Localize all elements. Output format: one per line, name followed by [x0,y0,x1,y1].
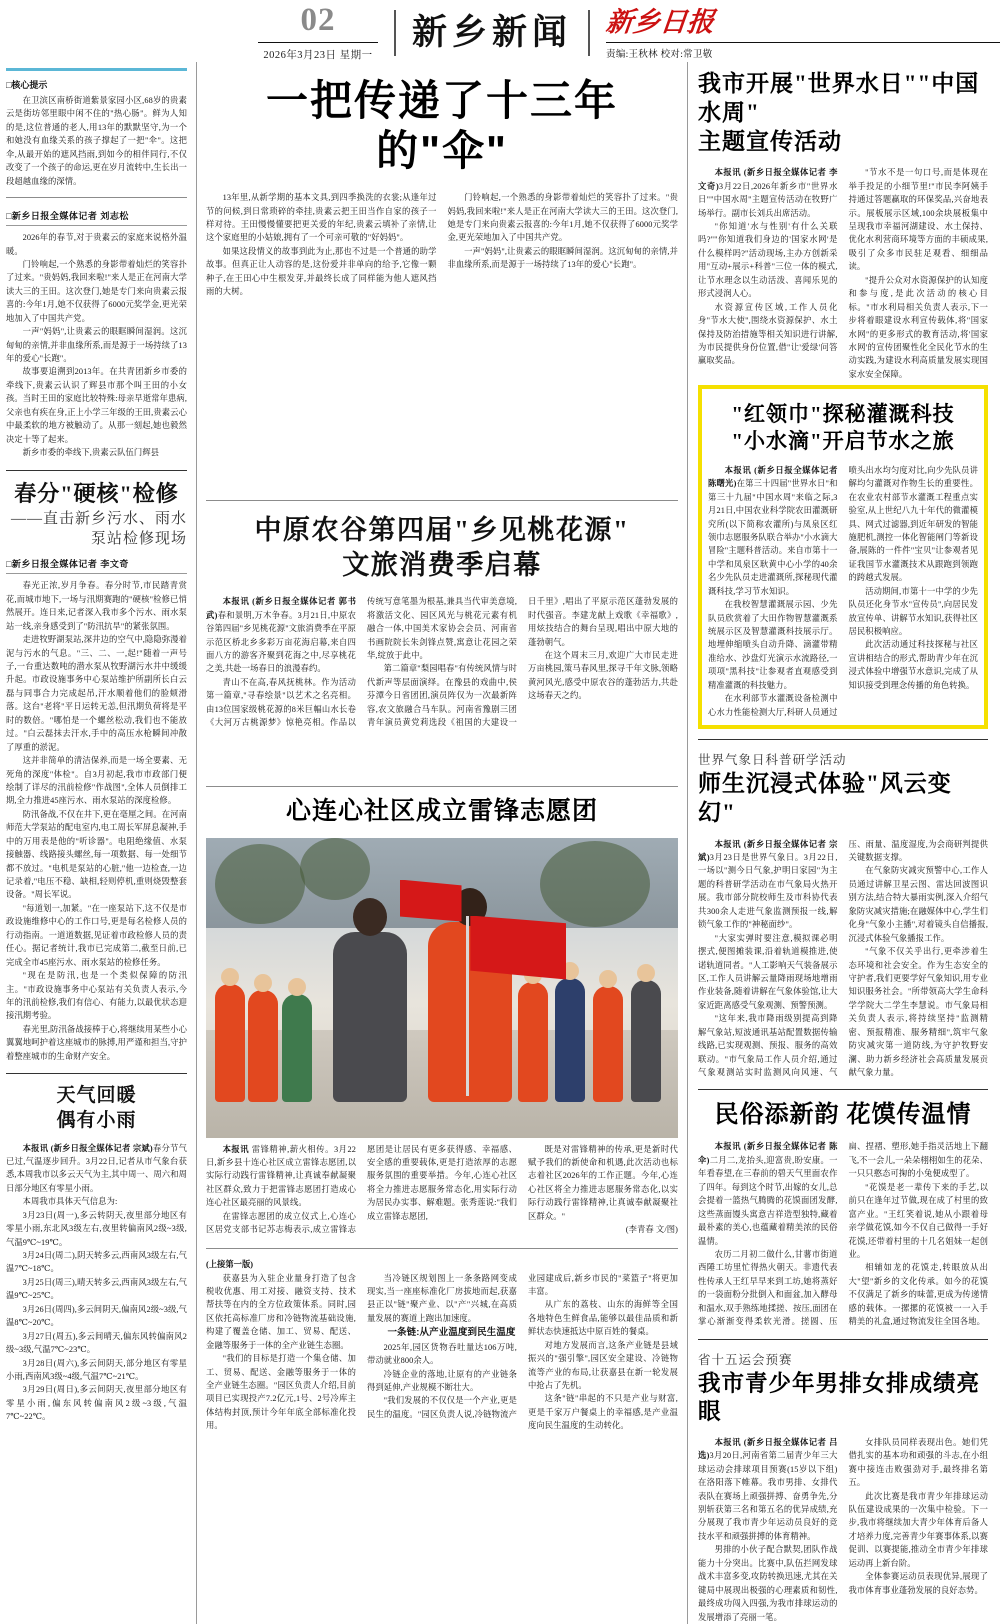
rule-before-weathersci [698,739,988,740]
weather-headline-line1: 天气回暖 [56,1085,137,1107]
paragraph [708,464,838,598]
paragraph: 此次比赛是我市青少年排球运动队伍建设成果的一次集中检验。下一步,我市将继续加大青少年体育后备人才培养力度,完善青少年赛事体系,以赛促训、以赛提能,推动全市青少年排球运动再上新台阶。 [848,1491,988,1568]
paragraph: 冷链企业的落地,让原有的产业链条得到延伸,产业规模不断壮大。 [367,1369,517,1392]
photo-person-head [254,974,272,992]
waterday-byline: 本报讯 (新乡日报全媒体记者 李文奇) [698,168,838,191]
weathersci-kicker: 世界气象日科普研学活动 [698,753,847,768]
weathersci-headline: 师生沉浸式体验"风云变幻" [698,771,952,825]
paragraph: 既是对雷锋精神的传承,更是新时代赋予我们的新使命和机遇,此次活动也标志着社区2026年的工作正题。今年,心连心社区将全力推进志愿服务常态化,以实际行动践行雷锋精神,让真诚奉献凝聚社区群众。" [528,1144,678,1221]
paragraph: 在这个周末三月,欢迎广大市民走进万亩桃园,策马春风里,探寻千年文脉,领略黄河风光,感受中原农谷的蓬勃活力,共赴这场春天之约。 [528,651,678,701]
taohua-headline [206,513,678,583]
weather-headline [6,1084,187,1133]
left-column [6,62,196,1624]
folk-byline: 本报讯 (新乡日报全媒体记者 陈伞) [698,1142,838,1165]
paragraph: 门铃响起,一个熟悉的身影带着灿烂的笑容扑了过来。"贵妈妈,我回来啦!"来人是正在河南大学读大三的王田。这次登门,她是专门来向贵素云报喜的:今年1月,她不仅获得了6000元奖学金,更光荣地加入了中国共产党。 [6,259,187,323]
newspaper-logo: 新乡日报 [604,7,716,37]
forecast-item: 3月23日(周一),多云转阴天,夜里部分地区有零星小雨,东北风3级左右,夜里转偏南风2级~3级,气温9℃~19℃。 [6,1210,187,1247]
paragraph [698,166,838,220]
paragraph: 在水利部节水灌溉设备检测中心水力性能检测大厅,科研人员通过喷头出水均匀度对比,向少先队员讲解均匀灌溉对作物生长的重要性。在农业农村部节水灌溉工程重点实验室,从上世纪八九十年代的微灌模具、网式过滤器,到近年研发的智能施肥机,测控一体化智能闸门等新设备,展陈的一件件"宝贝"让参观者见证我国节水灌溉技术从跟跑到领跑的跨越式发展。 [708,465,978,717]
photo-person-head [353,898,387,936]
photo-person [215,984,245,1102]
rule-before-taohua [206,500,678,501]
paragraph: 当冷链区规划图上一条条路网变成现实,当一座座标准化厂房拔地而起,获嘉县正以"链"聚产业、以"产"兴城,在高质量发展的赛道上跑出加速度。 [367,1273,517,1323]
forecast-item: 3月26日(周四),多云间阴天,偏南风2级~3级,气温8℃~20℃。 [6,1304,187,1328]
paragraph: 新乡市委的牵线下,贵素云队伍门辉县 [22,448,160,458]
paragraph [206,595,356,676]
photo-crowd [206,916,678,1102]
section-title: 新乡新闻 [412,13,573,52]
middle-column [196,62,688,1624]
paragraph: 故事要追溯到2013年。在共青团新乡市委的牵线下,贵素云认识了辉县市那个叫王田的小女孩。当时王田的家庭比较特殊:母亲早逝常年患病,父亲也有疾在身,正上小学三年级的王田,贵素云心中最柔软的地方被触动了。从那一刻起,她也毅然决定十等了起来。 [6,367,187,444]
paragraph: 在气象防灾减灾预警中心,工作人员通过讲解卫星云图、雷达回波图识别方法,结合特大暴雨实例,深入介绍气象防灾减灾措施;在融媒体中心,学生们化身"气象小主播",对着镜头自信播报,沉浸式体验气象播报工作。 [848,866,988,943]
paragraph: 相辅如龙的花馍走,转眼放从出大"望"新乡的文化传承。如今的花馍不仅满足了新乡的味蕾,更成为传递情感的载体。一摞摞的花馍被一一入手精美的礼盒,通过物流发往全国各地。 [848,1263,988,1327]
photo-person-grey-jacket [333,932,407,1102]
article2-body [6,579,187,1063]
photo-person [593,986,623,1102]
paragraph [206,1143,356,1210]
forecast-item: 3月27日(周五),多云间晴天,偏东风转偏南风2级~3级,气温7℃~23℃。 [6,1331,187,1355]
waterday-headline-line1: 我市开展"世界水日""中国水周" [698,71,980,125]
photo-tree [300,838,370,900]
photo-red-flag-small [400,880,462,922]
photo-tree [215,844,305,924]
article1-byline: □新乡日报全媒体记者 刘志松 [6,207,187,226]
highlight-p0: 在第三十四届"世界水日"和第三十九届"中国水周"来临之际,3月21日,中国农业科学院农田灌溉研究所(以下简称农灌所)与凤泉区红领巾志愿服务队联合举办"小水滴大冒险"主题科普活动。来自市第十一中学和凤泉区耿黄中心小学的40余名少先队员走进灌溉所,探秘现代灌溉科技,学习节水知识。 [708,479,838,596]
paragraph: 13年里,从新学期的基本文具,到四季换洗的衣裳;从逢年过节的问候,到日常琐碎的牵挂,贵素云把王田当作自家的孩子一样对待。王田慢慢懂要把更关爱的年纪,贵素云填补了亲情,让这个家庭里的小姑娘,拥有了一个可亲可敬的"好妈妈"。 [206,193,437,243]
forecast-item: 3月25日(周三),晴天转多云,西南风3级左右,气温9℃~25℃。 [6,1277,187,1301]
main-headline: 一把传递了十三年的"伞" [265,77,618,174]
paragraph: 春光里,防汛备战接棒于心,将继续用某些小心翼翼地呵护着这座城市的脉搏,用严谨和担当,守护着整座城市的生命财产安全。 [6,1024,187,1061]
bottom-subsection-title: 一条链:从产业温度到民生温度 [387,1327,516,1339]
paragraph: "大家实弹时要注意,模拟课必明摆式,便图摊装课,沿着轨道模推进,使诺轨道同者。"人工影响天气装备展示区,工作人员讲解云量降雨现场地增雨作业装备,随着讲解在气象体验馆,让大家近距离感受气象观测、预警预测。 [698,933,838,1010]
photo-person [518,982,548,1102]
photo-person-head [599,970,617,988]
photo-tree [540,841,650,927]
rule-before-article2 [6,470,187,471]
paragraph: 在我校智慧灌溉展示园、少先队员欣赏着了大田作物智慧灌溉系统展示区及智慧灌溉科技展示厅。地埋伸缩喷头自动升降、滴灌带精准给水、沙盘灯光演示水流路径,一项项"黑科技"让参观者直观感受到精准灌溉的科技魅力。 [708,600,838,690]
paragraph: "气象不仅关乎出行,更牵涉着生态环境和社会安全。作为生态安全的守护者,我们更要学好气象知识,用专业知识服务社会。"所带领高大学生命科学学院大二学生李慧说。市气象局相关负责人表示,将持续坚持"监测精密、预报精准、服务精细",筑牢气象防灾减灾第一道防线,为守护牧野安澜、助力新乡经济社会高质量发展贡献气象力量。 [848,947,988,1077]
photo-flagpole [466,916,469,1096]
paragraph: 活动期间,市第十一中学的少先队员还化身节水"宣传员",向居民发放宣传单、讲解节水知识,获得社区居民积极响应。 [848,586,978,636]
core-tip-label: □核心提示 [6,80,48,90]
sports-body [698,1436,988,1624]
folk-body [698,1140,988,1328]
paragraph [6,1142,187,1196]
leifeng-caption-text: 雷锋精神,薪火相传。3月22日,新乡县十连心社区成立雷锋志愿团,以实际行动践行雷锋精神,让真诚奉献凝聚社区群众,致力于把雷锋志愿团打造成心连心社区最亮丽的风景线。 [206,1144,356,1208]
paragraph [698,1140,838,1248]
rule-before-weather [6,1073,187,1074]
taohua-headline-line2: 文旅消费季启幕 [342,550,542,581]
highlighted-article-box[interactable] [698,385,988,729]
photo-person [555,978,585,1102]
masthead [0,0,1000,62]
photo-red-flag [470,916,566,980]
taohua-p0: 春和景明,万木争春。3月21日,中原农谷第四届"乡见桃花源"文旅消费季在平原示范区桥北乡多彩万亩花海启幕,来自四面八方的游客齐聚到花海之中,尽享桃花之美,共赴一场春日的浪漫春约。 [206,610,356,674]
paragraph: 此次活动通过科技探秘与社区宣讲相结合的形式,帮助青少年在沉浸式体验中增强节水意识,完成了从知识接受到理念传播的角色转换。 [848,640,978,690]
forecast-item: 3月24日(周二),阴天转多云,西南风3级左右,气温7℃~18℃。 [6,1251,187,1274]
paragraph: 如果这段情义的故事到此为止,那也不过是一个普通的助学故事。但真正让人动容的是,这份爱并非单向的给予,它像一颗种子,在王田心中生根发芽,并最终长成了同样能为他人遮风挡雨的大树。 [206,246,437,297]
forecast-item: 3月29日(周日),多云间阴天,夜里部分地区有零星小雨,偏东风转偏南风2级~3级,气温7℃~22℃。 [6,1385,187,1422]
waterday-headline-line2: 主题宣传活动 [698,128,842,154]
weather-intro: 春分节气已过,气温逐步回升。3月22日,记者从市气象台获悉,本周我市以多云天气为主,其中周一、周六和周日部分地区有零星小雨。 [6,1143,187,1193]
paragraph: 从广东的荔枝、山东的海鲜等全国各地特色生鲜食品,能够以最佳品质和新鲜状态快速抵达中原百姓的餐桌。 [528,1300,678,1337]
paragraph: 第二篇章"梨园唱春"有传统风情与时代新声等层面演绎。在豫县的戏曲中,侯芬潭今日省团团,演员阵仅为一次最新阵容,农文旅融合马车队。河南省豫剧三团青年演员黄党莉选段《祖国的大建设一日千里》,唱出了平原示范区蓬勃发展的时代强音。李建龙献上戏歌《幸福歌》,用炫技结合的舞台呈现,唱出中原大地的蓬勃朝气。 [367,597,678,728]
paragraph: 青山不在高,春风抚桃林。作为活动第一篇章,"寻春绘景"以艺术之名亮相。由13位国家级桃花源的8米巨幅山水长卷《大河万古桃源梦》惊艳亮相。作品以传统写意笔墨为根基,兼具当代审美意境,将激活文化、园区风光与桃花元素有机融合一体,中国美术家协会会员、河南省书画院院长朱剑锋点赞,寓意让花园之荣华,绽放于此中。 [206,597,517,728]
weather-byline: 本报讯 (新乡日报全媒体记者 宗斌) [22,1143,153,1153]
highlight-headline-line1: "红领巾"探秘灌溉科技 [731,402,955,427]
paragraph: 防汛备战,不仅在井下,更在毫厘之间。在河南师范大学泵站的配电室内,电工周长军屏息凝神,手中的万用表是他的"听诊器"。电阻绝缘值、水泵接触器、线路接头螺丝,每一项数据、每一处细节都不放过。"电机是泵站的心脏,"他一边检查,一边记录着,"电压不稳、缺相,轻则停机,重则烧毁整套设备。"周长军说。 [6,809,187,900]
paragraph: 本周我市具体天气信息为: [22,1197,118,1207]
leifeng-photo [206,838,678,1138]
weather-headline-line2: 偶有小雨 [56,1109,137,1131]
paragraph [698,1436,838,1544]
photo-person-head [637,964,655,982]
paragraph: "这年来,我市降雨级别提高到降解气象站,短波通讯基站配置数据传输线路,已实现观测、预报、服务的高效联动。"市气象局工作人员介绍,通过气象观测站实时监测风向风速、气压、雨量、温度湿度,为会商研判提供关键数据支撑。 [698,839,988,1077]
rule-after-core-tip [6,197,187,198]
continued-from-note: (上接第一版) [206,1259,254,1269]
article1-body [6,231,187,459]
paragraph: 获嘉县为入驻企业量身打造了包含税收优惠、用工对接、融资支持、技术帮扶等在内的全方位政策体系。同时,园区依托高标准厂房和冷链物流基础设施,构建了覆盖仓储、加工、贸易、配送、金融等服务于一体的全产业链生态圈。 [206,1273,356,1350]
article2-byline: □新乡日报全媒体记者 李文奇 [6,555,187,574]
page-number-box [258,4,378,62]
waterday-headline [698,70,988,156]
paragraph: "每道划一,加紧。"在一座泵站下,这不仅是市政设施维修中心的工作口号,更是每名检修人员的行动指南。一道道数据,见证着市政检修人员的责任心。据记者统计,我市已完成第二,截至日前,已完成全市45座污水、雨水泵站的检修任务。 [6,903,187,967]
rule-before-sports [698,1339,988,1340]
highlight-body [708,464,978,719]
taohua-body [206,595,678,777]
paragraph: "节水不是一句口号,而是体现在举手投足的小细节里!"市民李阿姨手持通过答题赢取的环保奖品,兴奋地表示。展板展示区域,100余块展板集中呈现我市幸福河湖建设、水土保持、优化水利营商环境等方面的丰硕成果,吸引了众多市民驻足观看、细细品读。 [848,168,988,272]
sports-p0: 3月20日,河南省第二届青少年三大球运动会排球项目预赛(15岁以下组)在洛阳落下帷幕。我市男排、女排代表队在赛场上顽强拼搏、奋勇争先,分别斩获第三名和第五名的优异成绩,充分展现了我市青少年运动员良好的竞技水平和顽强拼搏的体育精神。 [698,1451,838,1541]
issue-date: 2026年3月23日 星期一 [258,42,378,62]
forecast-item: 3月28日(周六),多云间阴天,部分地区有零星小雨,西南风3级~4级,气温7℃~21℃。 [6,1358,187,1381]
article2-headline: 春分"硬核"检修 [14,480,179,506]
photo-person [282,994,312,1102]
core-tip-paragraph: 在卫滨区南桥街道紫景家园小区,68岁的贵素云是街坊邻里眼中闲不住的"热心肠"。鲜为人知的是,这位普通的老人,用13年的默默坚守,为一个和她没有血缘关系的孩子撑起了一把"伞"。这把伞,从最开始的遮风挡雨,到如今的相伴同行,不仅改变了一个孩子的命运,更在岁月流转中,生长出一段超越血缘的深情。 [6,96,187,186]
weathersci-byline: 本报讯 (新乡日报全媒体记者 宗斌) [698,839,838,862]
folk-headline: 民俗添新韵 花馍传温情 [714,1102,972,1129]
highlight-headline [708,401,978,454]
leifeng-caption-body [206,1143,678,1239]
editor-credit: 责编:王秋林 校对:常卫敬 [606,42,1000,60]
paragraph: 春光正浓,岁月争春。春分时节,市民踏青赏花,而城市地下,一场与汛期赛跑的"硬核"检修已悄然展开。连日来,记者深入我市多个污水、雨水泵站一线,亲身感受到了"防汛抗旱"的紧张氛围。 [6,581,187,631]
leifeng-caption-lead: 本报讯 [222,1144,250,1154]
bottom-article-body [206,1272,678,1433]
masthead-divider-2 [588,10,590,56]
main-article-body [206,191,678,491]
right-column [688,62,988,1624]
paragraph [698,838,838,932]
paragraph: 这并非简单的清洁保养,而是一场全要素、无死角的深度"体检"。自3月初起,我市市政部门便绘制了详尽的汛前检修"作战图",全体人员倒排工期,全力推进45座污水、雨水泵站的深度检修。 [6,756,187,806]
paragraph: "花馍是老一辈传下来的手艺,以前只在逢年过节做,现在成了村里的致富产业。"王红笑着说,她从小跟着母亲学做花馍,如今不仅自己做得一手好花馍,还带着村里的十几名姐妹一起创业。 [848,1182,988,1259]
photo-person [248,990,278,1102]
leifeng-headline: 心连心社区成立雷锋志愿团 [285,798,598,826]
rule-before-folk [698,1089,988,1090]
paragraph: 一声"妈妈",让贵素云的眼眶瞬间湿润。这沉甸甸的亲情,并非血缘所系,而是源于一场持续了13年的爱心"长跑"。 [447,246,678,270]
weathersci-body [698,838,988,1080]
paragraph: 这条"链"串起的不只是产业与财富,更是千家万户餐桌上的幸福感,是产业温度向民生温度的生动转化。 [528,1394,678,1431]
paragraph: 全体参赛运动员表现优异,展现了我市体育事业蓬勃发展的良好态势。 [848,1572,988,1595]
rule-before-bottom [206,1248,678,1249]
paragraph: "提升公众对水资源保护的认知度和参与度,是此次活动的核心目标。"市水利局相关负责人表示,下一步将着眼建设水利宣传载体,将"国家水网"的更多形式的教育活动,将'国家水网'的宣传团聚性化全民化节水的生动实践,为建设水利高质量发展实现国家水安全保障。 [848,275,988,379]
sports-byline: 本报讯 (新乡日报全媒体记者 吕选) [698,1437,838,1461]
paragraph: "现在是防汛,也是一个类似保障的防汛主。"市政设施事务中心泵站有关负责人表示,今年的汛前检修,我们有信心、有能力,以最优状态迎接汛期考验。 [6,971,187,1021]
waterday-p0: 3月22日,2026年新乡市"世界水日""中国水周"主题宣传活动在牧野广场举行。副市长刘兵出席活动。 [698,181,838,218]
weathersci-p0: 3月23日是世界气象日。3月22日,一场以"测今日气象,护明日家园"为主题的科普研学活动在市气象局火热开展。我市部分院校师生及市科协代表共300余人走进气象监测预报一线,解锁气象工作的"神秘面纱"。 [698,853,838,930]
paragraph: "我们发展的不仅仅是一个产业,更是民生的温度。"园区负责人说,冷链物流产业园建成后,新乡市民的"菜篮子"将更加丰富。 [367,1273,678,1419]
page-grid [0,62,1000,1624]
rule-before-leifeng [206,786,678,787]
taohua-byline: 本报讯 (新乡日报全媒体记者 郭书武) [206,597,356,620]
leifeng-photo-credit: (李青春 文/图) [625,1225,678,1235]
waterday-body [698,166,988,381]
paragraph: 对地方发展而言,这条产业链是县域振兴的"强引擎",园区安全建设、冷链物流等产业的布局,让获嘉县在新一轮发展中抢占了先机。 [528,1340,678,1391]
photo-person-head [288,978,306,996]
taohua-headline-line1: 中原农谷第四届"乡见桃花源" [254,515,630,546]
paragraph: 男排的小伙子配合默契,团队作战能力十分突出。比赛中,队伍拦网发球战术丰富多变,攻防转换迅速,尤其在关键局中展现出极强的心理素质和韧性,最终成功闯入四强,为我市排球运动的发展增添了亮丽一笔。 [698,1545,838,1622]
highlight-headline-line2: "小水滴"开启节水之旅 [731,428,955,453]
sports-kicker: 省十五运会预赛 [698,1352,793,1367]
masthead-divider-1 [394,10,396,56]
paragraph: 女排队员同样表现出色。她们凭借扎实的基本功和顽强的斗志,在小组赛中接连击败强劲对手,最终排名第五。 [848,1437,988,1488]
leifeng-photo-wrap [206,838,678,1138]
photo-person [631,980,661,1102]
paragraph: 在雷锋志愿团的成立仪式上,心连心区居党支部书记苏志梅表示,成立雷锋志愿团是让居民有更多获得感、幸福感、安全感的重要载体,更是打造浓厚的志愿服务氛围的重要举措。今年,心连心社区将全力推进志愿服务常态化,用实际行动为居民办实事、解难题。张秀莲说:"我们成立雷锋志愿团, [206,1144,517,1235]
paragraph: 门铃响起,一个熟悉的身影带着灿烂的笑容扑了过来。"贵妈妈,我回来啦!"来人是正在河南大学读大三的王田。这次登门,她是专门来向贵素云报喜的:今年1月,她不仅获得了6000元奖学金,更光荣地加入了中国共产党。 [447,193,678,243]
paragraph: 一声"妈妈",让贵素云的眼眶瞬间湿润。这沉甸甸的亲情,并非血缘所系,而是源于一场持续了13年的爱心"长跑"。 [6,327,187,363]
weather-body [6,1142,187,1424]
paragraph: 水资源宣传区域,工作人员化身"节水大使",围绕水资源保护、水土保持及防治措施等相关知识进行讲解,为市民提供身份位置,借"让'爱绿'问答赢取奖品。 [698,302,838,366]
paragraph: 2025年,园区货物吞吐量达106万吨,带动就业800余人。 [367,1342,517,1366]
paragraph: 2026年的春节,对于贵素云的家庭来说格外温暖。 [6,233,187,256]
paragraph: "我们的目标是打造一个集仓储、加工、贸易、配送、金融等服务于一体的全产业链生态圈。"园区负责人介绍,目前项目已实现投产7.2亿元,1号、2号冷库主体结构封顶,预计今年年底全部标准化投用。 [206,1354,356,1431]
blue-rule-top [6,68,187,71]
paragraph: 农历二月初二做什么,甘薯市街道西陲工坊里忙得热火朝天。非遗代表性传承人王红早早来到工坊,她将蒸好的一袋面粉分批倒入和面盆,加入酵母和温水,双手熟练地揉搓、按压,面团在掌心渐渐变得柔软光滑。搓圆、压扁、捏褶、塑形,她手指灵活地上下翻飞,不一会儿,一朵朵栩栩如生的花朵、一只只憨态可掬的小兔便成型了。 [698,1142,988,1327]
folk-p0: 二月二,龙抬头,迎富贵,盼安康。一年看春望,在三春前的碧天气里面农作了四年。每到这个时节,出嫁的女儿,总会提着一篮热气腾腾的花馍面团发酵,这些蒸面馒头寓意吉祥造型独特,藏着最朴素的美心,也蕴藏着精美浓的民俗温情。 [698,1155,838,1246]
article2-subhead: ——直击新乡污水、雨水泵站检修现场 [10,510,187,548]
page-number: 02 [300,2,336,38]
photo-person-head [221,968,239,986]
paragraph: "你知道'水与性别'有什么关联吗?""你知道我们身边的'国家水网'是什么模样吗?"活动现场,主办方创新采用"互动+展示+科普"三位一体的模式,让节水理念以生动活泼、喜闻乐见的形式浸润人心。 [698,222,838,299]
sports-headline: 我市青少年男排女排成绩亮眼 [698,1370,981,1424]
paragraph: 走进牧野湖泵站,深井边的空气中,隐隐弥漫着泥与污水的气息。"三、二、一,起!"随着一声号子,一台重达数吨的潜水泵从牧野湖污水井中缓缓升起。市政设施事务中心泵站维护所副所长白云磊与同事合力完成起吊,汗水顺着他们的脸颊滑落。这台"老将"平日运转无恙,但汛期负荷将是平时的数倍。"哪怕是一个螺丝松动,我们也不能放过。"白云磊抹去汗水,手中的高压水枪瞬间冲散了厚重的淤泥。 [6,635,187,752]
core-tip-text [6,94,187,188]
highlight-byline: 本报讯 (新乡日报全媒体记者 陈曙光) [708,465,838,489]
